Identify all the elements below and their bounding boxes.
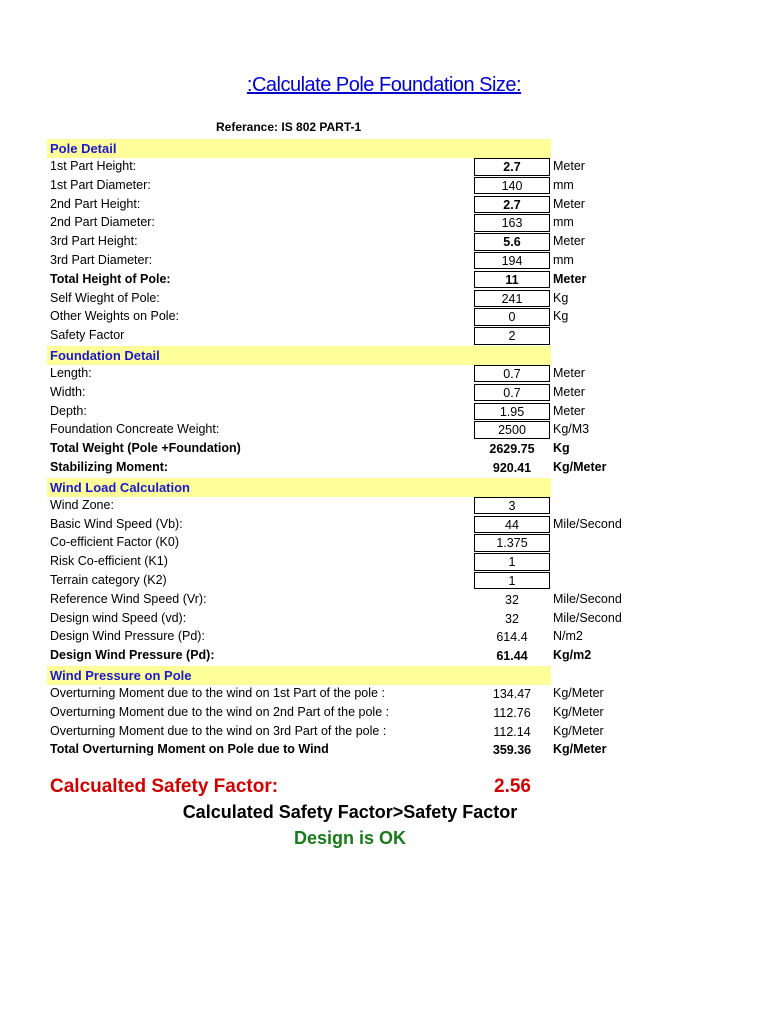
row-coefficient-factor-k0: Co-efficient Factor (K0) 1.375 (47, 534, 612, 553)
value-cell[interactable]: 2 (474, 327, 550, 345)
calculation-sheet (47, 139, 622, 760)
row-overturning-moment-3: Overturning Moment due to the wind on 3rd Part of the pole : 112.14 Kg/Meter (47, 723, 612, 742)
row-depth: Depth: 1.95 Meter (50, 403, 585, 419)
row-foundation-concrete-weight: Foundation Concreate Weight: 2500 Kg/M3 (50, 422, 590, 438)
value-cell: 32 (505, 611, 519, 626)
design-verdict: Design is OK (293, 828, 407, 848)
row-other-weights-on-pole: Other Weights on Pole: 0 Kg (50, 309, 569, 325)
value-cell[interactable]: 2.7 (474, 158, 550, 176)
value-cell: 920.41 (492, 460, 532, 475)
value-cell[interactable]: 0 (474, 308, 550, 326)
row-safety-factor: Safety Factor 2 (47, 327, 612, 346)
value-cell[interactable]: 140 (474, 177, 550, 195)
row-3rd-part-diameter: 3rd Part Diameter: 194 mm (50, 252, 574, 268)
row-overturning-moment-1: Overturning Moment due to the wind on 1st Part of the pole : 134.47 Kg/Meter (47, 685, 612, 704)
value-cell[interactable]: 0.7 (474, 384, 550, 402)
section-header-wind-load: Wind Load Calculation (47, 478, 551, 497)
value-cell[interactable]: 1 (474, 553, 550, 571)
row-design-wind-speed: Design wind Speed (vd): 32 Mile/Second (47, 610, 612, 629)
section-header-pole-detail: Pole Detail (47, 139, 551, 158)
value-cell[interactable]: 1.95 (474, 403, 550, 421)
row-self-weight-of-pole: Self Wieght of Pole: 241 Kg (50, 290, 569, 306)
value-cell[interactable]: 5.6 (474, 233, 550, 251)
row-1st-part-diameter: 1st Part Diameter: 140 mm (50, 177, 574, 193)
row-total-overturning-moment: Total Overturning Moment on Pole due to Wind 359.36 Kg/Meter (47, 741, 612, 760)
row-2nd-part-height: 2nd Part Height: 2.7 Meter (50, 196, 585, 212)
value-cell[interactable]: 1 (474, 572, 550, 590)
row-design-wind-pressure-n: Design Wind Pressure (Pd): 614.4 N/m2 (47, 628, 612, 647)
row-reference-wind-speed: Reference Wind Speed (Vr): 32 Mile/Second (47, 591, 612, 610)
row-3rd-part-height: 3rd Part Height: 5.6 Meter (50, 234, 585, 250)
row-overturning-moment-2: Overturning Moment due to the wind on 2nd Part of the pole : 112.76 Kg/Meter (47, 704, 612, 723)
value-cell[interactable]: 2500 (474, 421, 550, 439)
safety-factor-comparison: Calculated Safety Factor>Safety Factor (182, 802, 518, 822)
value-cell[interactable]: 2.7 (474, 196, 550, 214)
value-cell[interactable]: 241 (474, 290, 550, 308)
value-cell[interactable]: 44 (474, 516, 550, 534)
row-total-weight: Total Weight (Pole +Foundation) 2629.75 Kg (47, 440, 612, 459)
row-risk-coefficient-k1: Risk Co-efficient (K1) 1 (47, 553, 612, 572)
row-design-wind-pressure-kg: Design Wind Pressure (Pd): 61.44 Kg/m2 (47, 647, 612, 666)
row-total-height-of-pole: Total Height of Pole: 11 Meter (50, 271, 587, 287)
row-length: Length: 0.7 Meter (50, 365, 585, 381)
row-terrain-category-k2: Terrain category (K2) 1 (47, 572, 612, 591)
value-cell[interactable]: 0.7 (474, 365, 550, 383)
value-cell[interactable]: 3 (474, 497, 550, 515)
value-cell: 359.36 (492, 743, 532, 758)
value-cell: 61.44 (496, 649, 528, 664)
value-cell: 11 (474, 271, 550, 289)
value-cell: 134.47 (492, 686, 532, 701)
value-cell[interactable]: 194 (474, 252, 550, 270)
value-cell: 112.76 (493, 705, 531, 720)
calculated-safety-factor-value: 2.56 (494, 776, 531, 797)
value-cell[interactable]: 1.375 (474, 534, 550, 552)
row-1st-part-height: 1st Part Height: 2.7 Meter (50, 159, 585, 174)
reference-text: Referance: IS 802 PART-1 (216, 120, 362, 134)
value-cell[interactable]: 163 (474, 214, 550, 232)
row-2nd-part-diameter: 2nd Part Diameter: 163 mm (50, 215, 574, 231)
value-cell: 2629.75 (489, 442, 535, 457)
row-stabilizing-moment: Stabilizing Moment: 920.41 Kg/Meter (47, 459, 612, 478)
calculated-safety-factor-label: Calcualted Safety Factor: (50, 776, 279, 797)
row-wind-zone: Wind Zone: 3 (47, 497, 612, 516)
value-cell: 112.14 (493, 724, 531, 739)
value-cell: 32 (505, 592, 519, 607)
value-cell: 614.4 (496, 630, 528, 645)
row-basic-wind-speed: Basic Wind Speed (Vb): 44 Mile/Second (50, 516, 622, 532)
page-title: :Calculate Pole Foundation Size: (246, 74, 522, 96)
section-header-wind-pressure: Wind Pressure on Pole (47, 666, 551, 685)
row-width: Width: 0.7 Meter (50, 384, 585, 400)
section-header-foundation-detail: Foundation Detail (47, 346, 551, 365)
